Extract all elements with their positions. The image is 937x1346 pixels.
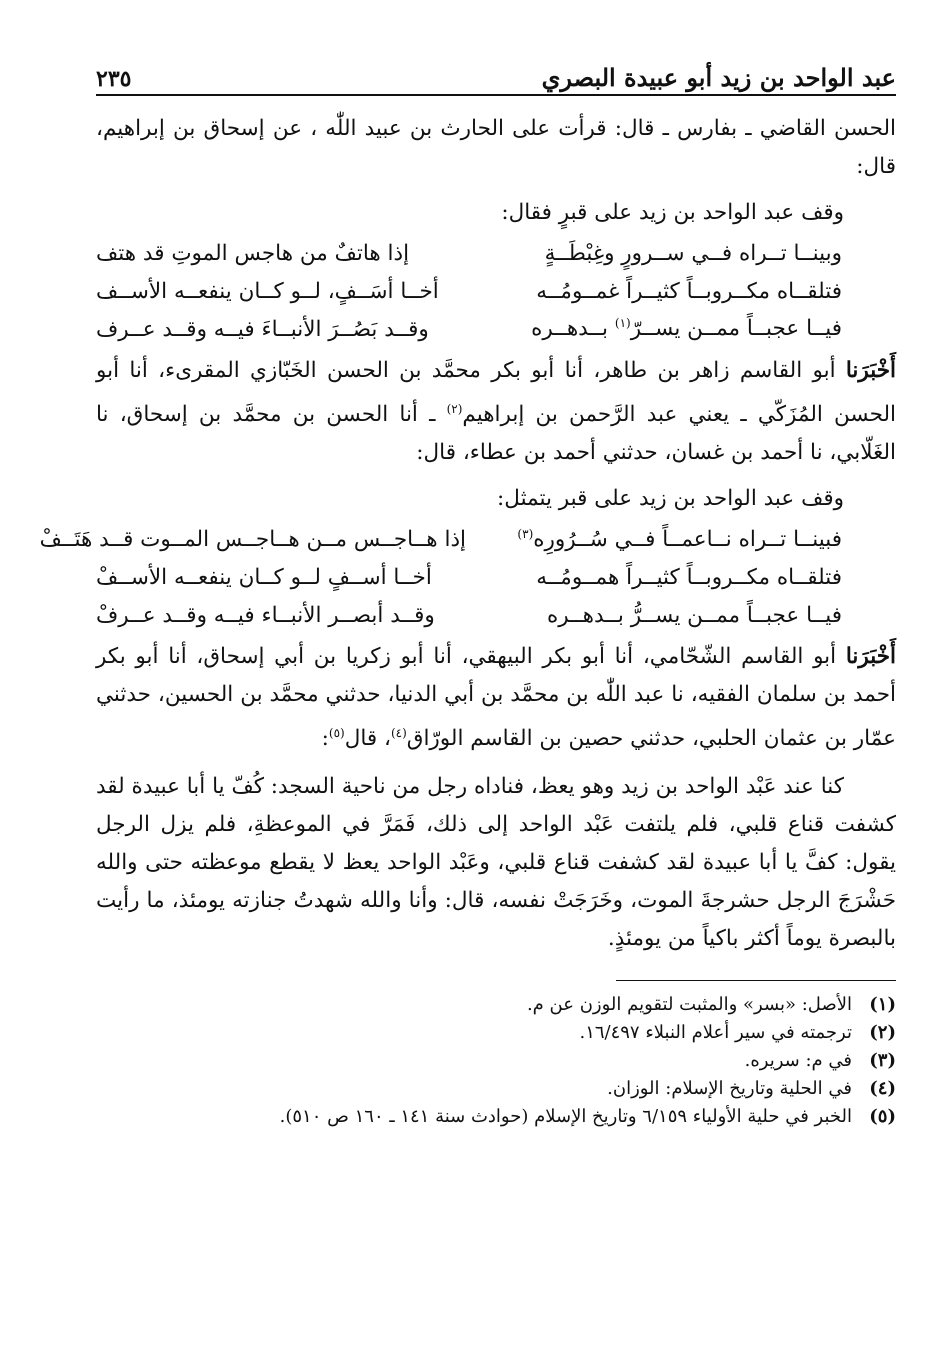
footnote-text: في الحلية وتاريخ الإسلام: الوزان. xyxy=(607,1078,852,1100)
verse-line xyxy=(96,558,896,596)
hemistich-first: فتلقــاه مكــروبــاً كثيــراً همــومُــه xyxy=(536,564,842,590)
akhbarana-lead: أَخْبَرَنا xyxy=(845,358,896,383)
hemistich-text-tail: بــدهــره xyxy=(531,316,615,342)
footnote-number: (٤) xyxy=(869,1078,896,1100)
verse-intro-1: وقف عبد الواحد بن زيد على قبرٍ فقال: xyxy=(501,200,844,225)
verses-2 xyxy=(39,520,896,634)
paragraph-2 xyxy=(96,352,896,472)
verse-line xyxy=(96,310,896,348)
paragraph-3-end: : xyxy=(321,726,329,752)
running-header xyxy=(96,58,896,96)
hemistich-first: فتلقــاه مكــروبــاً كثيــراً غمــومُــه xyxy=(536,278,842,304)
page-number: ٢٣٥ xyxy=(96,66,132,92)
footnote-text: في م: سريره. xyxy=(744,1050,852,1072)
verse-line xyxy=(96,596,896,634)
footnote-number: (٣) xyxy=(869,1050,896,1072)
akhbarana-lead: أَخْبَرَنا xyxy=(845,644,896,670)
hemistich-first xyxy=(472,527,896,552)
footnotes xyxy=(96,991,896,1131)
hemistich-second: وقــد أبصــر الأنبــاء فيــه وقــد عــرفْ xyxy=(96,602,435,628)
footnote-text: ترجمته في سير أعلام النبلاء ١٦/٤٩٧. xyxy=(579,1022,852,1044)
book-page xyxy=(39,58,896,1308)
footnote-number: (٢) xyxy=(869,1022,896,1044)
paragraph-1: الحسن القاضي ـ بفارس ـ قال: قرأت على الحارث بن عبيد اللّٰه ، عن إسحاق بن إبراهيم، قال: xyxy=(96,116,896,179)
footnote-ref: (٢) xyxy=(446,402,463,416)
footnote-number: (١) xyxy=(869,994,896,1016)
paragraph-2-tail: ـ أنا الحسن بن محمَّد بن إسحاق، نا الغَلّابي، نا أحمد بن غسان، حدثني أحمد بن عطاء، قال: xyxy=(96,402,896,466)
footnote-divider xyxy=(616,980,896,981)
footnote xyxy=(96,1047,896,1075)
verse-line xyxy=(96,234,896,272)
footnote xyxy=(96,1019,896,1047)
hemistich-second: إذا هاتفٌ من هاجس الموتِ قد هتف xyxy=(96,240,410,266)
hemistich-second: وقــد بَصُــرَ الأنبــاءَ فيــه وقــد عــرف xyxy=(96,316,429,342)
hemistich-second: أخــا أسَــفٍ، لــو كــان ينفعــه الأســف xyxy=(96,278,439,304)
paragraph-2-text: أبو القاسم زاهر بن طاهر، أنا أبو بكر محمَّد بن الحسن الخَبّازي المقرىء، أنا أبو الحسن المُزَكّي ـ يعني عبد الرَّحمن بن إبراهيم xyxy=(96,358,896,428)
hemistich-text: فبينــا تــراه نــاعمــاً فــي سُــرُورِه xyxy=(533,526,842,552)
hemistich-second: إذا هــاجــس مــن هــاجــس المــوت قــد هَتَــفْ xyxy=(39,526,466,552)
verse-line xyxy=(96,272,896,310)
footnote xyxy=(96,991,896,1019)
footnote xyxy=(96,1103,896,1131)
paragraph-3-mid: ، قال xyxy=(344,726,391,752)
paragraph-3-text: أبو القاسم الشّحّامي، أنا أبو بكر البيهقي، أنا أبو زكريا بن أبي إسحاق، أنا أبو بكر أحمد بن سلمان الفقيه، نا عبد اللّٰه بن محمَّد بن أبي الدنيا، حدثني محمَّد بن الحسين، حدثني عمّار بن عثمان الحلبي، حدثني حصين بن القاسم الورّاق xyxy=(96,644,896,752)
footnote-number: (٥) xyxy=(869,1106,896,1128)
footnote xyxy=(96,1075,896,1103)
footnote-text: الخبر في حلية الأولياء ٦/١٥٩ وتاريخ الإسلام (حوادث سنة ١٤١ ـ ١٦٠ ص ٥١٠). xyxy=(279,1106,852,1128)
running-title: عبد الواحد بن زيد أبو عبيدة البصري xyxy=(541,63,896,92)
footnote-ref: (٤) xyxy=(390,726,407,741)
hemistich-first: وبينــا تــراه فــي ســرورٍ وغِبْطَــةٍ xyxy=(544,240,842,266)
paragraph-4: كنا عند عَبْد الواحد بن زيد وهو يعظ، فناداه رجل من ناحية السجد: كُفّ يا أبا عبيدة لقد كشفت قناع قلبي، فلم يلتفت عَبْد الواحد إلى ذلك، فَمَرَّ في الموعظةِ، فلم يزل الرجل يقول: كفَّ يا أبا عبيدة لقد كشفت قناع قلبي، وعَبْد الواحد يعظ لا يقطع موعظته حتى والله حَشْرَجَ الرجل حشرجةَ الموت، وخَرَجَتْ نفسه، قال: وأنا والله شهدتُ جنازته يومئذ، ما رأيت بالبصرة يوماً أكثر باكياً من يومئذٍ. xyxy=(96,774,896,952)
hemistich-first: فيــا عجبــاً ممــن يســرُّ بــدهــره xyxy=(546,602,842,628)
verses-1 xyxy=(96,234,896,348)
hemistich-text: فيــا عجبــاً ممــن يســرّ xyxy=(630,316,842,342)
hemistich-first xyxy=(472,316,896,341)
footnote-text: الأصل: «بسر» والمثبت لتقويم الوزن عن م. xyxy=(526,994,852,1016)
verse-intro-2: وقف عبد الواحد بن زيد على قبر يتمثل: xyxy=(497,486,844,512)
hemistich-second: أخــا أســفٍ لــو كــان ينفعــه الأســفْ xyxy=(96,564,432,590)
footnote-ref: (٥) xyxy=(328,726,345,741)
footnote-ref: (١) xyxy=(614,316,631,331)
footnote-ref: (٣) xyxy=(517,526,534,541)
paragraph-3 xyxy=(96,638,896,758)
verse-line xyxy=(39,520,896,558)
